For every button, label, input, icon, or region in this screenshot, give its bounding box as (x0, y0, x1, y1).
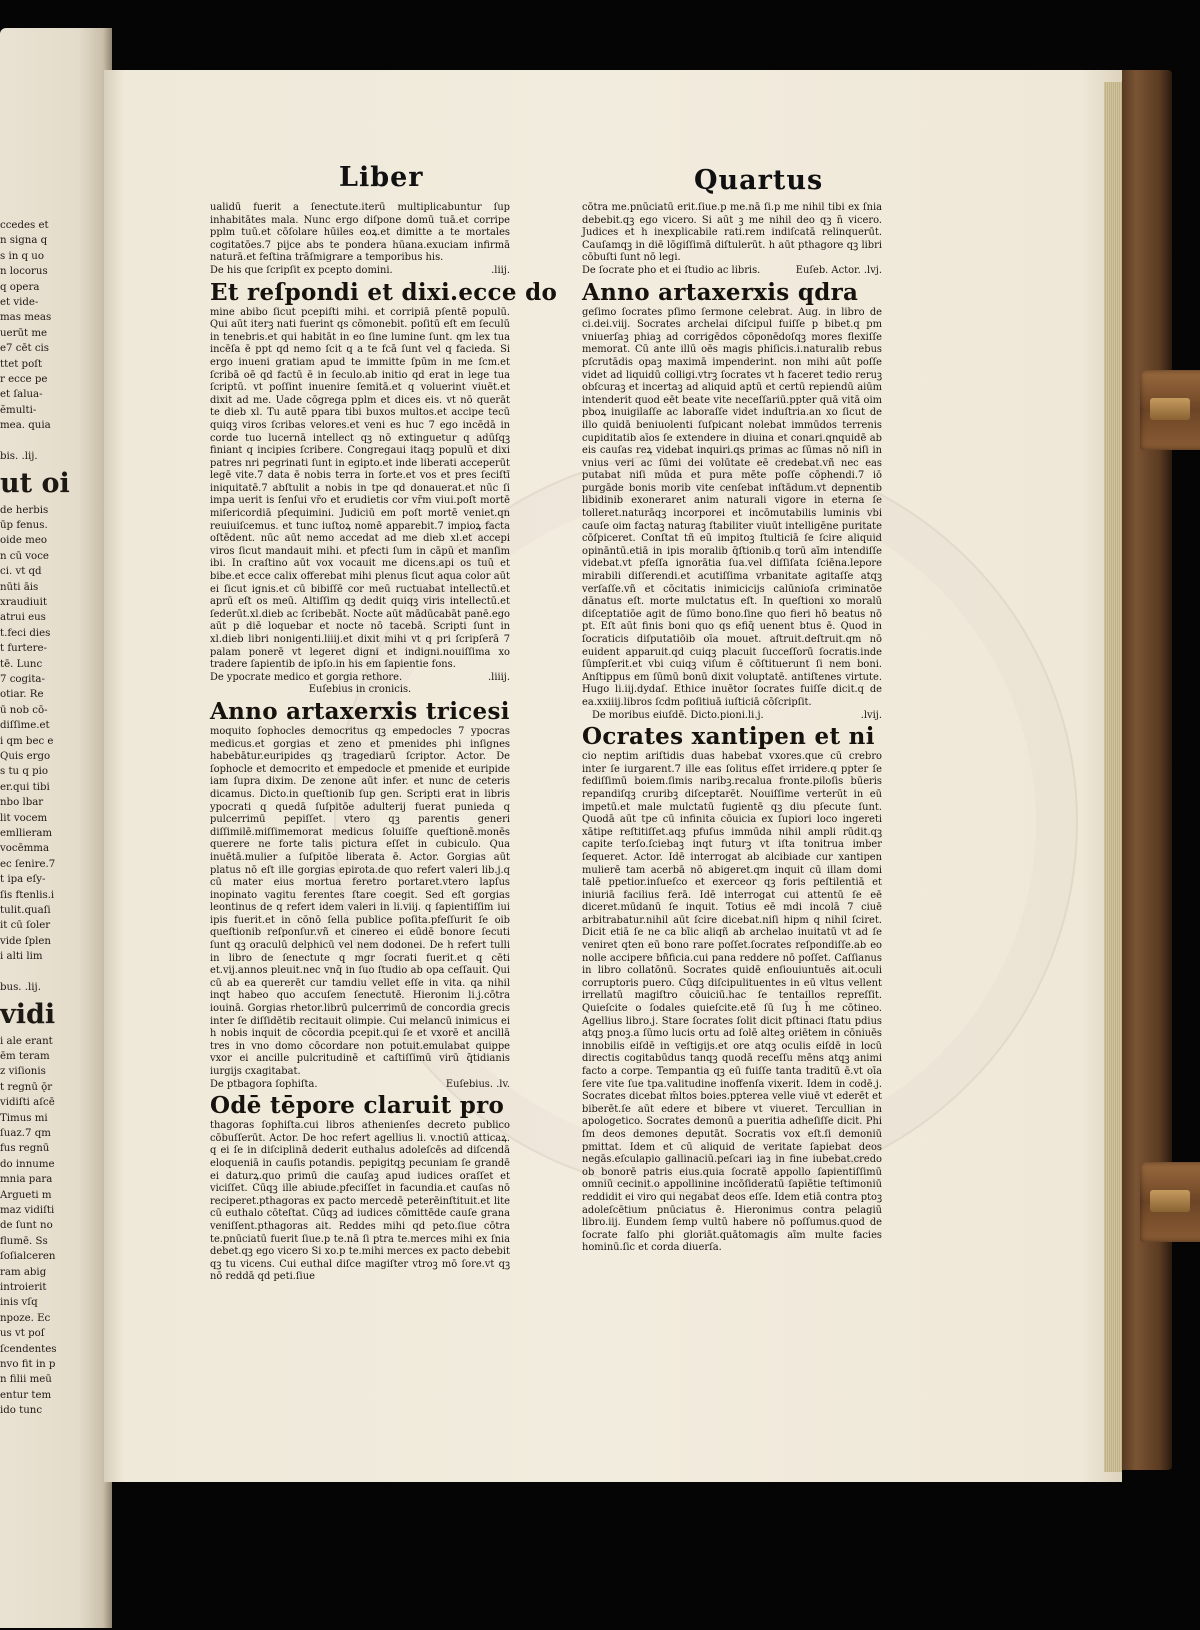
rubric-title: De ptbagora ſophiſta. (210, 1078, 318, 1090)
left-page-line: flumē. Ss (0, 1235, 48, 1247)
running-head-left: Liber (339, 162, 424, 193)
left-page-line (0, 965, 100, 980)
left-page-line: maz vidiſti (0, 1204, 55, 1216)
text-column-right (582, 202, 882, 1255)
left-page-line: s in q uo (0, 250, 44, 262)
left-page-line: r ecce pe (0, 374, 48, 386)
left-page-line: mnia para (0, 1174, 53, 1186)
left-page-line: er.qui tibi (0, 781, 50, 793)
left-page-line: Timus mi (0, 1112, 48, 1124)
chapter-heading: Anno artaxerxis qdra (582, 278, 859, 306)
left-page-line: fus regnū (0, 1143, 50, 1155)
left-page-line: s tu q pio (0, 766, 49, 778)
chapter-heading: Odē tēpore claruit pro (210, 1092, 505, 1120)
left-page-line: mas meas (0, 312, 52, 324)
left-page-line: atrui eus (0, 612, 46, 624)
clasp-top (1140, 370, 1200, 450)
chapter-number: .liiij. (488, 671, 510, 683)
left-page-line: i ale erant (0, 1035, 53, 1047)
source-note: Euſebius in cronicis. (308, 684, 412, 696)
left-page-line: vidiſti aſcē (0, 1097, 55, 1109)
left-page-line: e7 cēt cis (0, 343, 50, 355)
body-paragraph: geſimo ſocrates pſimo ſermone celebrat. Aug. in libro de ci.dei.viij. Socrates archelai diſcipul fuiſſe p bibet.q pm vniuerſaꝫ phiaꝫ ad corrigēdos cōponēdoſqꝫ mores flexiſſe memorat. Cū ante illū oēs magis phiſicis.i.naturalib rebus pſcrutādis opaꝫ maximā impenderint. non mihi aūt poſſe videt ad liquidū colligi.vtrꝫ ſocrates vt h faceret tedio reruꝫ obſcuraꝫ et incertaꝫ ad aliquid aptū et certū repiendū aiūm intenderit quod eēt beate vite neceſſariū.ppter quā vitā oim pboꝝ inuigilaſſe ac laboraſſe videt induſtria.an xo ſicut de illo quidā beniuolenti ſuſpicant nolebat immūdos terrenis cupiditatib aīos ſe extendere in diuina et conari.qnquidē ab eis cauſas reꝝ videbat inquiri.qs primas ac ſūmas nō niſi in vnius veri ac ſūmi dei volūtate eē credebat.vñ nec eas putabat niſi mūda et pura mēte poſſe cōphendi.7 iō purgāde bonis morib vite cenſebat inſtādum.vt depnentib libidinib exoneraret anim naturali vigore in eterna ſe tolleret.naturāqꝫ incorporei et incōmutabilis luminis vbi cauſe oim factaꝫ naturaꝫ ſtabiliter viuūt intelligēne puritate cōſpiceret. Conſtat tñ eū impitoꝫ ſtulticiā ſe ſcire aliquid opināntū.etiā in ipis moralib q̄ſtionib.q torū aīm intendiſſe videbat.vt pfeſſa ignorātia ſua.vel diſſiſata ſciēna.lepore mirabili diſſerendi.et acutiſſima vrbanitate agitaſſe atqꝫ verſaſſe.vñ et cōcitatis inimicicijs calūnioſa criminatōe dānatus eſt. morte mulctatus eſt. In queſtioni xo moralū diſceptatiōe agit de ſūmo bono.ſine quo fieri hō beatus nō pt. Eſt aūt finis boni quo qs efiq̄ uenent btus ē. Quod in ſocraticis diſputatiōib oīa mouet. aſtruit.deſtruit.qm nō euident apparuit.qd cuiqꝫ placuit ſucceſſorū ſocratis.inde ſūmpſerit.et vbi cuiqꝫ viſum ē cōſtituerunt ſi nem boni. Anſtippus em ſūmū bonū dixit voluptatē. antiſtenes virtute. Hugo li.iij.dydaſ. Ethice inuētor ſocrates fuiſſe dicit.q de ea.xxiiij.libros ſcdm poſitiuā iuſticiā cōſcripſit. (582, 306, 882, 708)
left-page-line: n locorus (0, 266, 48, 278)
left-page-line: q opera (0, 281, 40, 293)
left-page-line: n filii meū (0, 1374, 52, 1386)
left-page-line: ēm teram (0, 1050, 50, 1062)
left-page-line: lit vocem (0, 812, 48, 824)
left-page-line: t furtere- (0, 643, 47, 655)
left-page-line: mea. quia (0, 420, 51, 432)
clasp-bottom (1140, 1162, 1200, 1242)
left-page-line: ūp fenus. (0, 519, 48, 531)
left-page-text (0, 218, 100, 1419)
body-paragraph: cio neptim ariſtidis duas habebat vxores.que cū crebro inter ſe iurgarent.7 ille eas ſolitus eſſet irridere.q ppter ſe fediſſimū boiem.ſimis naribꝫ.recalua fronte.piloſis būeris repandiſqꝫ cruribꝫ diſceptarēt. Nouiſſime verterūt in eū impetū.et male mulctatū fugientē qꝫ diu pſecute ſunt. Quodā aūt tpe cū infinita cōuicia ex ſupiori loco ingereti xātipe reſtitiſſet.aqꝫ pfuſus immūda nihil ampli rūdit.qꝫ capite terſo.ſciebaꝫ inqt futurꝫ vt iſta tonitrua imber ſequeret. Actor. Idē interrogat ab alcibiade cur xantipen mulierē tam acerbā nō abigeret.qm inquit cū illam domi talē ppetior.inſueſco et exerceor qꝫ foris peſtilentiā et iniuriā facilius ferā. Idē interrogat cui attentū ſe eē diceret.mūdanū ſe inquit. Totius eē mdi incolā 7 ciuē arbitrabatur.nihil aūt ſcire dicebat.niſi hipm q nihil ſciret. Dicit etiā ſe ne ca bīic aliqñ ab archelao inuitatū vt ad ſe veniret qten eū bono rare poſſet.ſocrates reſpondiſſe.ab eo nolle accipere bñficia.cui pana reddere nō poſſet. Caſſianus in libro collatōnū. Socrates quidē enſiouiuntuēs ait.oculi corruptoris puero. Cūqꝫ diſcipulituentes in eū vltus vellent irrellatū magiſtro cōuiciū.hac ſe tentaillos repreſſit. Quieſcite o ſodales quieſcite.etē ſū ſuꝫ h̄ me cōtineo. Agellius libro.j. Stare ſocrates ſolit dicit pſtinaci ſtatu pdius atqꝫ pnoꝫ.a ſūmo lucis ortu ad ſolē alteꝫ oriētem in cōniuēs innobilis eiſdē in veſtigijs.et ore atqꝫ oculis eiſdē in locū directis cogitabūdus tanqꝫ quodā receſſu mēns atqꝫ animi facto a corpe. Tempantia qꝫ eū fuiſſe tanta traditū ē.vt oīa ſere vite ſue tpa.valitudine inoffenſa vixerit. Idem in codē.j. Socrates dicebat m̄ltos boies.ppterea velle viuē vt ederēt et biberēt.ſe aūt edere et bibere vt viueret. Tercullian in apologetico. Socrates demonū a pueritia adheſiſſe dicit. Phi ſm deos demones deputāt. Socratis vox eſt.ſi demoniū pmittat. Idem et cū aliquid de veritate ſapiebat deos negās.eſculapio gallinaciū.peſcari iaꝫ in fine iubebat.credo ob bonorē patris eius.quia ſocratē appollo ſapientiſſimū omniū cecinit.o appollinine incōſideratū ſapiētie teſtimoniū reddidit ei viro qui negabat deos eſſe. Idem etiā contra ptoꝫ adoleſcētium pnūciatus ē. Hieronimus contra pelagiū libro.iij. Eundem ſemp vultū habere nō poſſumus.quod de ſocrate falſo phi gloriāt.quātomagis aīm multe facies hominū.ſic et corda diuerſa. (582, 751, 882, 1254)
left-page-line: nvo fit in p (0, 1359, 56, 1371)
body-paragraph: mine abibo ſicut pcepiſti mihi. et corripiā pſentē populū. Qui aūt iterꝫ nati fuerint qs cōmonebit. poſitū eſt em ſeculū in tenebris.et qui habitāt in eo ſine lumine ſunt. qm lex tua incēſa ē ppt qd nemo ſcit q a te fcā ſunt vel q facieda. Si ergo inueni gratiam apud te immitte ſpūm in me ſcm.et ſcribā oē qd factū ē in ſeculo.ab initio qd erat in lege tua ſcriptū. vt poſſint inuenire ſemitā.et q voluerint viuēt.et dixit ad me. Uade cōgrega pplm et dices eis. vt nō querāt te dieb xl. Tu autē ppara tibi buxos multos.et accipe tecū quiqꝫ viros ſcribas velores.et veni es huc 7 ego incēdā in corde tuo lucernā intellect qꝫ nō extinguetur q adūſqꝫ finiant q incipies ſcribere. Congregaui itaqꝫ populū et dixi patres nri pegrinati ſunt in egipto.et inde liberati acceperūt legē vite.7 data ē nobis terra in ſorte.et vos et pres ſeciſtī iniquitatē.7 abſtulit a nobis in tpe qd donauerat.et nūc ſi impa uerit is ſenſui vr̄o et erudietis cor vr̄m viui.poſt mortē miſericordiā pſequimini. Judiciū em poſt mortē veniet.qn reuiuiſcemus. et tunc iuſtoꝝ nomē apparebit.7 impioꝝ facta oſtēdent. nūc aūt nemo accedat ad me dieb xl.et accepi viros ſicut mandauit mihi. et pfecti ſum in cāpū et manſim ibi. In craſtino aūt vox vocauit me dicens.api os tuū et bibe.et ecce calix offerebat mihi plenus ſicut aqua color aūt ei ſicut ignis.et cū bibiſſē cor meū ructuabat intellectū.et aprū eſt os meū. Altiſſim qꝫ dedit quiqꝫ viris intellectū.et ſederūt.xl.dieb ac ſcribebāt. Nocte aūt mādūcabāt panē.ego aūt p diē loquebar et nocte nō tacebā. Scripti ſunt in xl.dieb libri nonigenti.liiij.et dixit mihi vt q pri ſcripſerā 7 palam ponerē vt legeret digni et indigni.nouiſſima xo tradere ſapientib de ipſo.in his em ſapientie fons. (210, 306, 510, 671)
left-page-line: bis. .lij. (0, 451, 38, 463)
left-page (0, 28, 112, 1628)
left-page-line: i qm bec e (0, 735, 54, 747)
left-page-line: de herbis (0, 504, 49, 516)
left-page-line: tē. Lunc (0, 658, 43, 670)
chapter-number: Euſebius. .lv. (445, 1078, 510, 1090)
rubric-title: De moribus eiuſdē. Dicto.pioni.li.j. (592, 709, 764, 721)
chapter-number: Euſeb. Actor. .lvj. (795, 264, 882, 276)
chapter-rubric (210, 672, 510, 685)
left-page-line: t ipa eſy- (0, 874, 46, 886)
chapter-heading: Anno artaxerxis tricesi (210, 697, 510, 725)
left-page-line: vide ſplen (0, 935, 51, 947)
rubric-title: De his que ſcripſit ex pcepto domini. (210, 264, 393, 276)
left-page-line: nūti āis (0, 581, 39, 593)
body-paragraph: ualidū fuerit a ſenectute.iterū multiplicabuntur ſup inhabitātes mala. Nunc ergo diſpone domū tuā.et corripe pplm tuū.et cōſolare hūiles eoꝝ.et dimitte a te mortales cogitatōes.7 pijce abs te pondera hūana.exuciam infirmā naturā.et feſtina trāſmigrare a temporibus his. (210, 202, 510, 264)
left-page-line: i alti lim (0, 951, 43, 963)
left-page-line: inis vſq (0, 1297, 38, 1309)
left-page-line: oide meo (0, 535, 48, 547)
left-page-line: et ſalua- (0, 389, 43, 401)
left-page-line: us vt poſ (0, 1328, 45, 1340)
left-page-line: t.feci dies (0, 627, 51, 639)
recto-page (104, 70, 1122, 1482)
left-page-line: de ſunt no (0, 1220, 53, 1232)
left-page-line: it cū ſoler (0, 920, 51, 932)
chapter-heading: Et reſpondi et dixi.ecce do (210, 278, 558, 306)
left-page-line: ſis ftenlis.i (0, 889, 55, 901)
left-page-line: ut oi (0, 467, 70, 499)
left-page-line: introierit (0, 1282, 47, 1293)
left-page-line: ci. vt qd (0, 566, 42, 578)
left-page-line: ſcendentes (0, 1343, 57, 1355)
chapter-number: .lvij. (860, 709, 882, 721)
left-page-line: ttet poſt (0, 358, 43, 370)
chapter-heading: Ocrates xantipen et ni (582, 723, 875, 751)
body-paragraph: thagoras ſophiſta.cui libros athenienſes decreto publico cōbuſſerūt. Actor. De hoc refert agellius li. v.noctiū atticaꝝ. q ei ſe in diſciplinā dederit euthalus adoleſcēs ad diſcendā eloqueniā in cauſis potandis. pepigitqꝫ pecuniam ſe grandē ei daturꝝ.quo primū die cauſaꝫ apud iudices oraſſet et viciſſet. Cūqꝫ ille abiude.pfeciſſet in facundia.et cauſas nō reciperet.pthagoras ex pacto mercedē peterēinſtituit.et lite cū euthalo cōteſtat. Cūqꝫ ad iudices cōmittēde cauſe grana veniſſent.pthagoras ait. Reddes mihi qd peto.ſiue cōtra te.pnūciatū fuerit ſiue.p te.nā ſi ptra te.merces mihi ex ſnia debet.qꝫ ego vicero Si xo.p te.mihi merces ex pacto debebit qꝫ tu vicens. Cui euthal diſce magiſter vtroꝫ mō ſore.vt qꝫ nō reddā qd peti.ſiue (210, 1120, 510, 1283)
left-page-line: ū nob cō- (0, 704, 48, 716)
left-page-line: n cū voce (0, 550, 49, 562)
text-column-left (210, 202, 558, 1284)
left-page-line: emllieram (0, 828, 53, 840)
left-page-line: diſſime.et (0, 720, 50, 732)
left-page-line: z viſionis (0, 1066, 46, 1078)
left-page-line: do innume (0, 1158, 55, 1170)
left-page-line: t regnū ǭr (0, 1081, 53, 1093)
left-page-line: xraudiuit (0, 596, 47, 608)
left-page-line: 7 cogita- (0, 673, 45, 685)
body-paragraph: cōtra me.pnūciatū erit.ſiue.p me.nā ſi.p me nihil tibi ex ſnia debebit.qꝫ ego vicero. Si aūt ꝫ me nihil deo qꝫ n̄ vicero. Judices et h inexplicabile rati.rem indiſcatā relinquerūt. Cauſamqꝫ in diē lōgiſſimā diſtulerūt. h aūt pthagore qꝫ libri cōbuſti ſunt nō legi. (582, 202, 882, 264)
page-edges (1104, 82, 1122, 1472)
chapter-number: .liij. (491, 264, 510, 276)
left-page-line: uerūt me (0, 327, 48, 339)
left-page-line: ido tunc (0, 1405, 43, 1417)
left-page-line: tulit.quaſi (0, 905, 51, 917)
left-page-line: vidi (0, 998, 56, 1030)
rubric-title: De ſocrate pho et ei ſtudio ac libris. (582, 264, 761, 276)
left-page-line: otiar. Re (0, 689, 44, 701)
rubric-title: De ypocrate medico et gorgia rethore. (210, 671, 403, 683)
left-page-line: nbo lbar (0, 797, 44, 809)
left-page-line: npoze. Ec (0, 1312, 51, 1324)
left-page-line: Argueti m (0, 1189, 52, 1201)
left-page-line: bus. .lij. (0, 982, 41, 994)
body-paragraph: moquito ſophocles democritus qꝫ empedocles 7 ypocras medicus.et gorgias et zeno et pmenides phi inſignes habebātur.euripides qꝫ tragediarū ſcriptor. Actor. De ſophocle et democrito et empedocle et pmenide et euripide iam ſupra dixim. De zenone aūt infer. et nunc de ceteris dicamus. Dicto.in queſtionib ſup gen. Scripti erat in libris ypocrati q quedā ſuſpitōe adulterij fuerat punieda q pulcerrimū pepiſſet. vtero qꝫ parentis generi diſſimilē.miſſimemorat medicus ſoluiſſe queſtionē.monēs querere ne forte talis pictura eſſet in cubiculo. Qua inuētā.mulier a ſuſpitōe liberata ē. Actor. Gorgias aūt platus nō eſt ille gorgias epirota.de quo refert valeri lib.j.q cū mater eius mortua feretro portaret.vtero lapſus inopinato vagitu ferentes ſtare coegit. Sed eſt gorgias leontinus de q refert idem valeri in li.viij. q ſapientiſſim iui ipis fuerit.et in cōnō ſella publice poſita.pfeſſurit ſe oib queſtionib reſponſur.vñ et cinereo ei eūdē bonore ſecuti ſunt qꝫ oraculū delphicū vel nem dodonei. De h refert tulli in libro de ſenectute q mgr ſocrati fuerit.et q cēti et.vij.annos pleuit.nec vnq̄ in ſuo ſtudio ab opa ceſſauit. Qui cū ab ea quererēt cur tamdiu vellet eſſe in vita. qa nihil inqt habeo quo accuſem ſenectutē. Hieronim li.j.cōtra iouinā. Gorgias rhetor.librū pulcerrimū de concordia grecis inter ſe diſſidētib recitauit olimpie. Cui melancū inimicus ei h nobis inquit de cōcordia pcepit.qui ſe et vxorē et ancillā tres in vno domo cōcordare non potuit.emulabat quippe vxor ei ancille pulcritudinē et caſtiſſimū virū q̄tidianis iurgijs cxagitabat. (210, 725, 510, 1077)
left-page-line: ram abig (0, 1266, 47, 1278)
left-page-line: ſuaz.7 qm (0, 1127, 51, 1139)
running-head-right: Quartus (694, 165, 824, 196)
left-page-line: ec ſenire.7 (0, 858, 56, 870)
left-page-line: ſoſialceren (0, 1251, 56, 1263)
left-page-line: n signa q (0, 235, 48, 247)
left-page-line: entur tem (0, 1389, 52, 1401)
chapter-rubric (582, 265, 882, 278)
left-page-line: et vide- (0, 297, 39, 309)
chapter-rubric (582, 710, 882, 723)
left-page-line: Quis ergo (0, 751, 51, 762)
left-page-line (0, 434, 100, 449)
left-page-line: vocēmma (0, 843, 50, 855)
left-page-line: ccedes et (0, 220, 49, 231)
chapter-rubric (210, 265, 510, 278)
chapter-rubric (210, 1079, 510, 1092)
left-page-line: ĕmulti- (0, 404, 37, 416)
